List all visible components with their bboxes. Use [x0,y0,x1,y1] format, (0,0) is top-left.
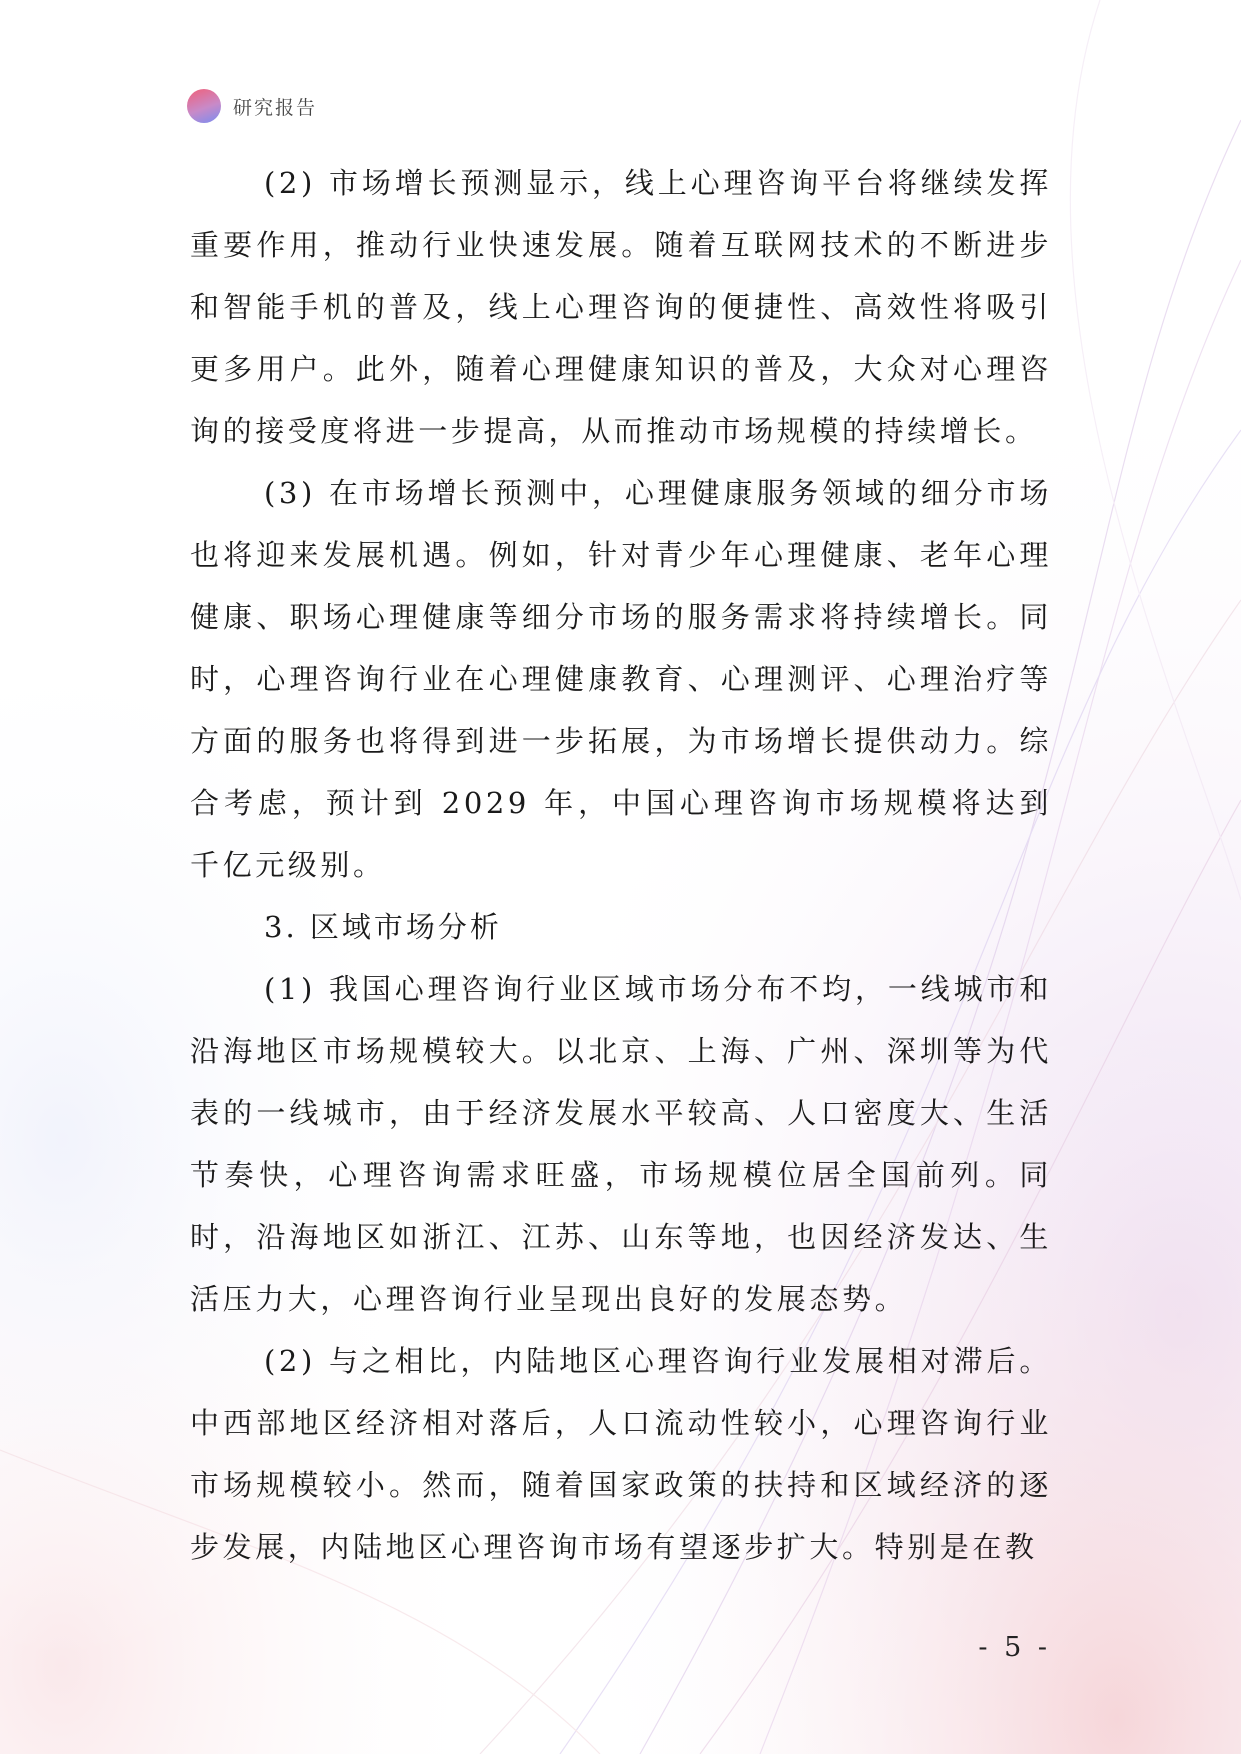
paragraph-growth-forecast-2: (2) 市场增长预测显示，线上心理咨询平台将继续发挥重要作用，推动行业快速发展。随着互联网技术的不断进步和智能手机的普及，线上心理咨询的便捷性、高效性将吸引更多用户。此外，随着心理健康知识的普及，大众对心理咨询的接受度将进一步提高，从而推动市场规模的持续增长。 [190,166,1052,448]
paragraph-regional-2: (2) 与之相比，内陆地区心理咨询行业发展相对滞后。中西部地区经济相对落后，人口流动性较小，心理咨询行业市场规模较小。然而，随着国家政策的扶持和区域经济的逐步发展，内陆地区心理咨询市场有望逐步扩大。特别是在教 [190,1344,1052,1564]
logo-circle-icon [187,89,221,123]
section-heading-regional-market: 3. 区域市场分析 [264,910,502,944]
document-body [190,152,1052,1578]
page-footer [0,1632,1241,1663]
page-number: - 5 - [978,1632,1051,1663]
header-title: 研究报告 [233,96,318,119]
paragraph-regional-1: (1) 我国心理咨询行业区域市场分布不均，一线城市和沿海地区市场规模较大。以北京、上海、广州、深圳等为代表的一线城市，由于经济发展水平较高、人口密度大、生活节奏快，心理咨询需求旺盛，市场规模位居全国前列。同时，沿海地区如浙江、江苏、山东等地，也因经济发达、生活压力大，心理咨询行业呈现出良好的发展态势。 [190,972,1052,1316]
paragraph-growth-forecast-3: (3) 在市场增长预测中，心理健康服务领域的细分市场也将迎来发展机遇。例如，针对青少年心理健康、老年心理健康、职场心理健康等细分市场的服务需求将持续增长。同时，心理咨询行业在心理健康教育、心理测评、心理治疗等方面的服务也将得到进一步拓展，为市场增长提供动力。综合考虑，预计到 2029 年，中国心理咨询市场规模将达到千亿元级别。 [190,476,1052,882]
report-header [187,88,317,124]
